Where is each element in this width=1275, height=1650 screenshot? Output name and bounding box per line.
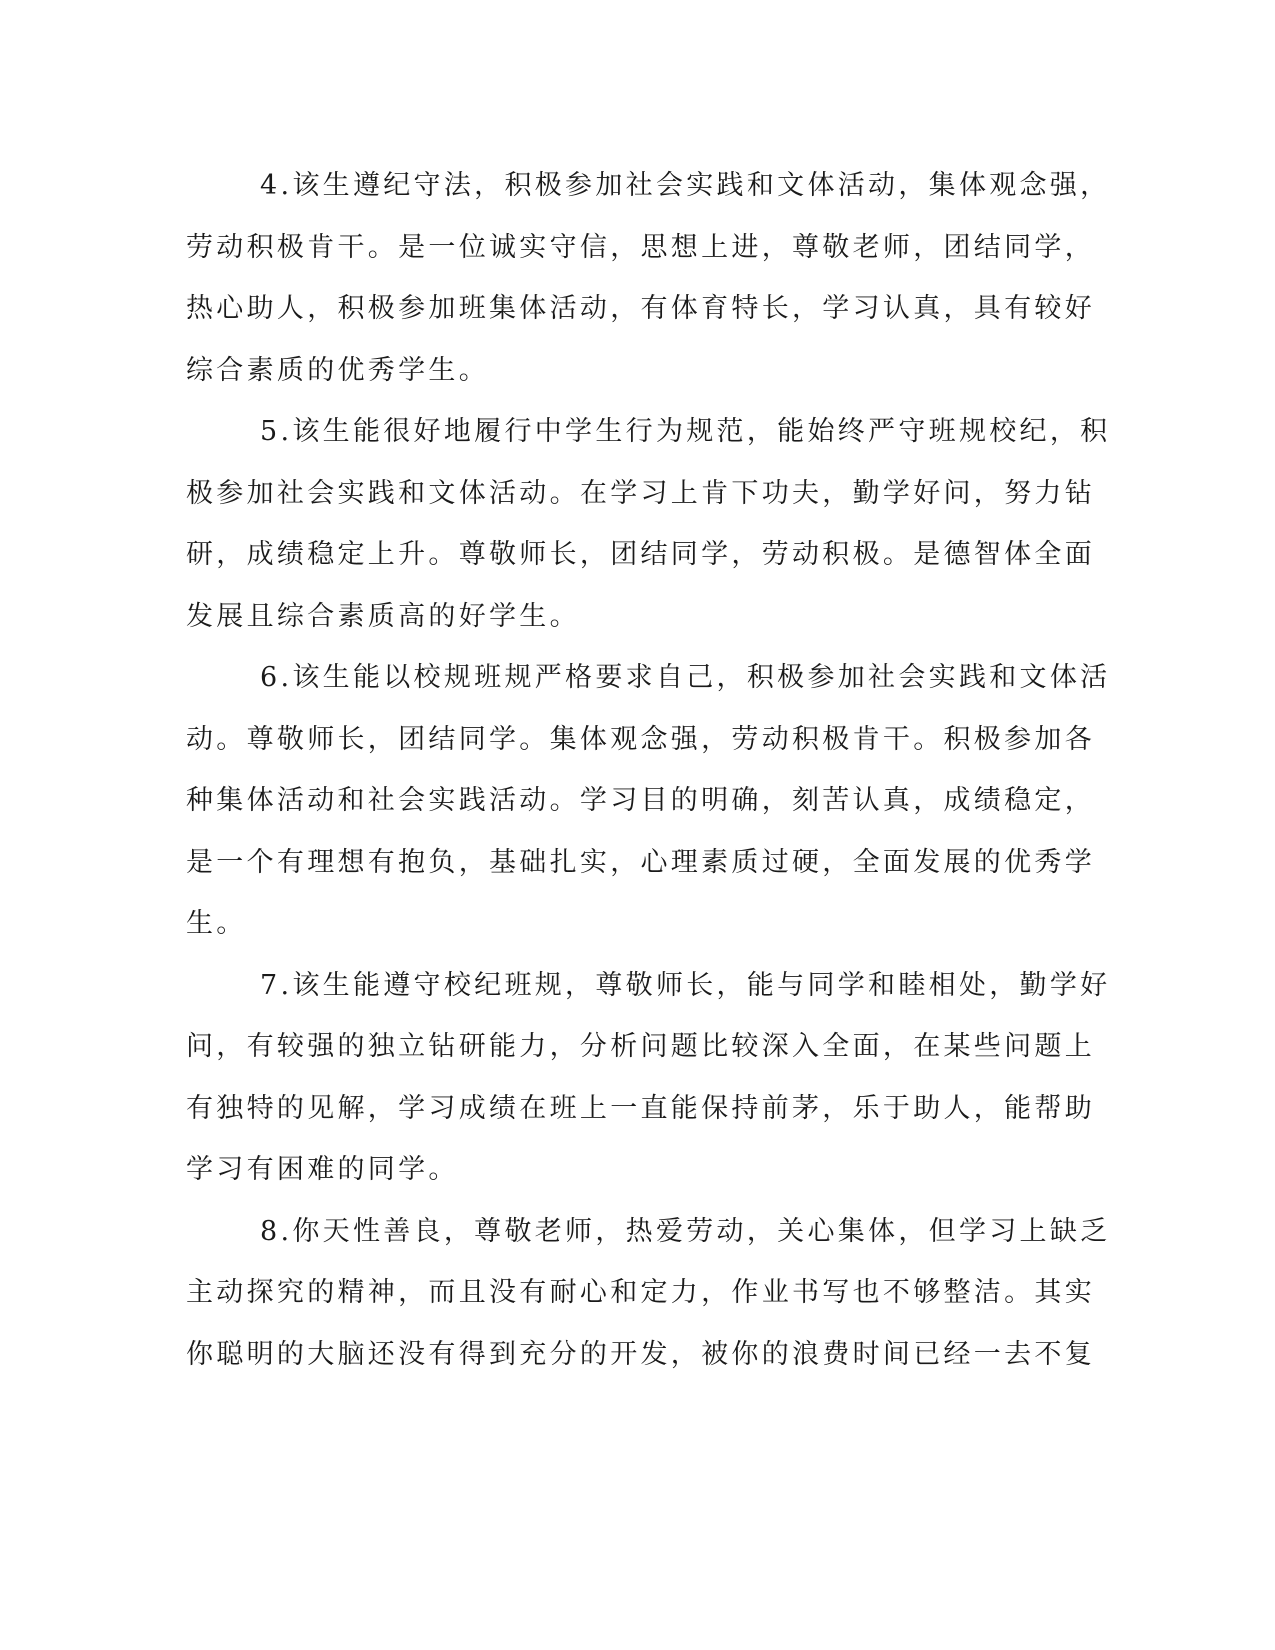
text-line: 7.该生能遵守校纪班规，尊敬师长，能与同学和睦相处，勤学好 xyxy=(260,969,1111,1001)
paragraph-7 xyxy=(186,955,1111,1201)
text-line: 劳动积极肯干。是一位诚实守信，思想上进，尊敬老师，团结同学， xyxy=(186,231,1095,263)
document-body xyxy=(186,155,1111,1385)
text-line: 有独特的见解，学习成绩在班上一直能保持前茅，乐于助人，能帮助 xyxy=(186,1092,1095,1124)
text-line: 种集体活动和社会实践活动。学习目的明确，刻苦认真，成绩稳定， xyxy=(186,785,1095,816)
text-line: 综合素质的优秀学生。 xyxy=(186,354,489,386)
text-line: 热心助人，积极参加班集体活动，有体育特长，学习认真，具有较好 xyxy=(186,293,1095,324)
paragraph-5 xyxy=(186,401,1111,647)
text-line: 学习有困难的同学。 xyxy=(186,1154,459,1185)
paragraph-6 xyxy=(186,647,1111,955)
text-line: 5.该生能很好地履行中学生行为规范，能始终严守班规校纪，积 xyxy=(260,416,1111,447)
text-line: 是一个有理想有抱负，基础扎实，心理素质过硬，全面发展的优秀学 xyxy=(186,846,1095,878)
text-line: 你聪明的大脑还没有得到充分的开发，被你的浪费时间已经一去不复 xyxy=(186,1338,1095,1370)
text-line: 主动探究的精神，而且没有耐心和定力，作业书写也不够整洁。其实 xyxy=(186,1277,1095,1308)
text-line: 极参加社会实践和文体活动。在学习上肯下功夫，勤学好问，努力钻 xyxy=(186,477,1095,509)
text-line: 动。尊敬师长，团结同学。集体观念强，劳动积极肯干。积极参加各 xyxy=(186,723,1095,755)
paragraph-4 xyxy=(186,155,1111,401)
text-line: 4.该生遵纪守法，积极参加社会实践和文体活动，集体观念强， xyxy=(260,170,1111,201)
text-line: 问，有较强的独立钻研能力，分析问题比较深入全面，在某些问题上 xyxy=(186,1031,1095,1062)
text-line: 6.该生能以校规班规严格要求自己，积极参加社会实践和文体活 xyxy=(260,662,1111,693)
paragraph-8 xyxy=(186,1201,1111,1386)
text-line: 研，成绩稳定上升。尊敬师长，团结同学，劳动积极。是德智体全面 xyxy=(186,539,1095,570)
text-line: 8.你天性善良，尊敬老师，热爱劳动，关心集体，但学习上缺乏 xyxy=(260,1215,1111,1247)
text-line: 发展且综合素质高的好学生。 xyxy=(186,600,580,632)
text-line: 生。 xyxy=(186,908,247,939)
